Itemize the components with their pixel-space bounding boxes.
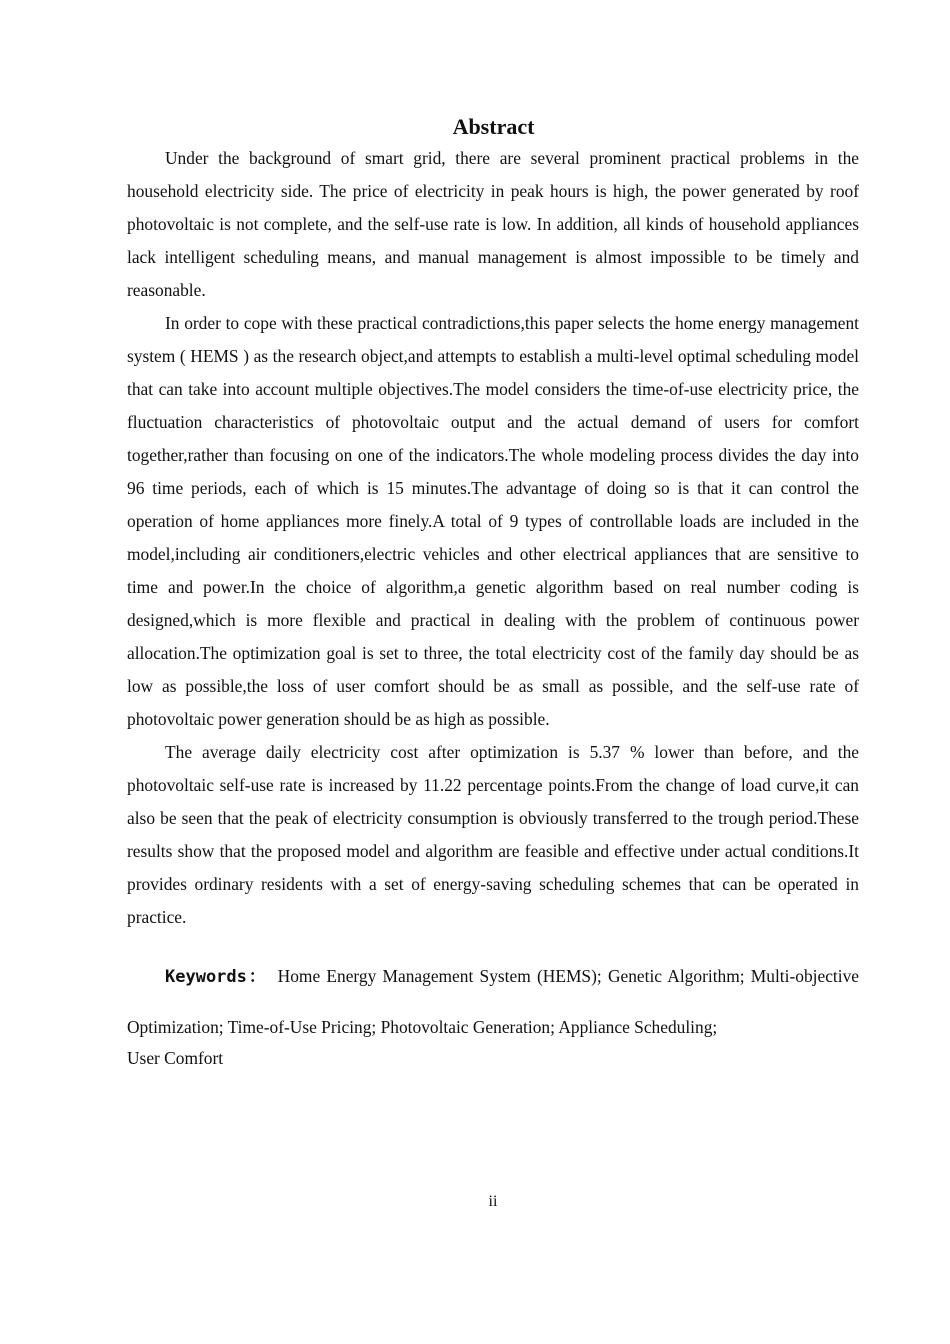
keywords-label: Keywords： — [165, 967, 268, 987]
abstract-paragraph-1: Under the background of smart grid, there are several prominent practical problems in the household electricity side. The price of electricity in peak hours is high, the power generated by roof photovoltaic is not complete, and the self-use rate is low. In addition, all kinds of household appliances lack intelligent scheduling means, and manual management is almost impossible to be timely and reasonable. — [127, 148, 859, 300]
page-number: ii — [488, 1193, 498, 1210]
keywords-last-line: User Comfort — [127, 1048, 224, 1068]
abstract-paragraph-3: The average daily electricity cost after optimization is 5.37 % lower than before, and the photovoltaic self-use rate is increased by 11.22 percentage points.From the change of load curve,it can also be seen that the peak of electricity consumption is obviously transferred to the trough period.These results show that the proposed model and algorithm are feasible and effective under actual conditions.It provides ordinary residents with a set of energy-saving scheduling schemes that can be operated in practice. — [127, 742, 859, 927]
abstract-page — [127, 112, 859, 1072]
abstract-title: Abstract — [452, 114, 535, 139]
keywords-text: Home Energy Management System (HEMS); Genetic Algorithm; Multi-objective Optimization; Time-of-Use Pricing; Photovoltaic Generation; Appliance Scheduling; — [127, 966, 859, 1037]
abstract-paragraph-2: In order to cope with these practical contradictions,this paper selects the home energy management system ( HEMS ) as the research object,and attempts to establish a multi-level optimal scheduling model that can take into account multiple objectives.The model considers the time-of-use electricity price, the fluctuation characteristics of photovoltaic output and the actual demand of users for comfort together,rather than focusing on one of the indicators.The whole modeling process divides the day into 96 time periods, each of which is 15 minutes.The advantage of doing so is that it can control the operation of home appliances more finely.A total of 9 types of controllable loads are included in the model,including air conditioners,electric vehicles and other electrical appliances that are sensitive to time and power.In the choice of algorithm,a genetic algorithm based on real number coding is designed,which is more flexible and practical in dealing with the problem of continuous power allocation.The optimization goal is set to three, the total electricity cost of the family day should be as low as possible,the loss of user comfort should be as small as possible, and the self-use rate of photovoltaic power generation should be as high as possible. — [127, 313, 859, 729]
keywords-block — [127, 951, 859, 1072]
